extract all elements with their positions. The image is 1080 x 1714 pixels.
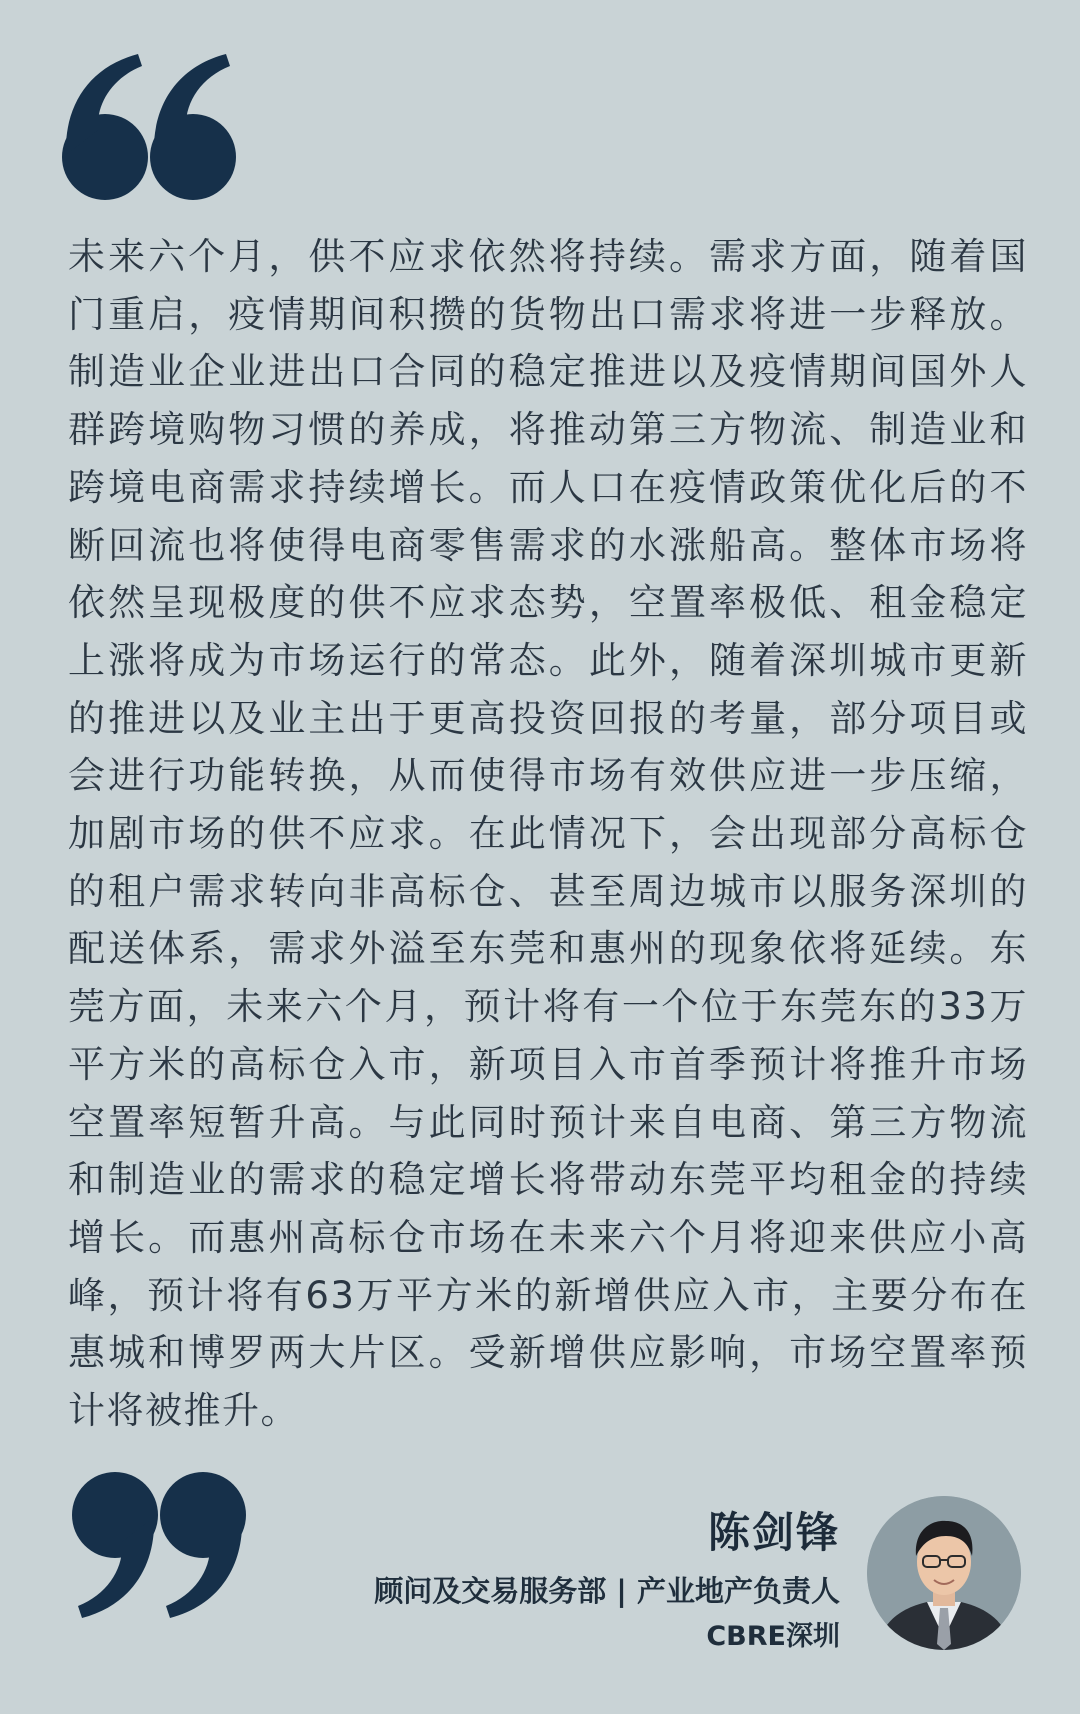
open-quote-icon	[60, 52, 250, 202]
author-name: 陈剑锋	[707, 1508, 840, 1557]
person-portrait-icon	[867, 1496, 1021, 1650]
author-org: CBRE深圳	[706, 1621, 840, 1652]
quote-text: 未来六个月，供不应求依然将持续。需求方面，随着国门重启，疫情期间积攒的货物出口需求将进一步释放。制造业企业进出口合同的稳定推进以及疫情期间国外人群跨境购物习惯的养成，将推动第三方物流、制造业和跨境电商需求持续增长。而人口在疫情政策优化后的不断回流也将使得电商零售需求的水涨船高。整体市场将依然呈现极度的供不应求态势，空置率极低、租金稳定上涨将成为市场运行的常态。此外，随着深圳城市更新的推进以及业主出于更高投资回报的考量，部分项目或会进行功能转换，从而使得市场有效供应进一步压缩，加剧市场的供不应求。在此情况下，会出现部分高标仓的租户需求转向非高标仓、甚至周边城市以服务深圳的配送体系，需求外溢至东莞和惠州的现象依将延续。东莞方面，未来六个月，预计将有一个位于东莞东的33万平方米的高标仓入市，新项目入市首季预计将推升市场空置率短暂升高。与此同时预计来自电商、第三方物流和制造业的需求的稳定增长将带动东莞平均租金的持续增长。而惠州高标仓市场在未来六个月将迎来供应小高峰，预计将有63万平方米的新增供应入市，主要分布在惠城和博罗两大片区。受新增供应影响，市场空置率预计将被推升。	[68, 235, 1028, 1433]
close-quote-icon	[58, 1470, 248, 1620]
avatar	[867, 1496, 1021, 1650]
author-block	[374, 1505, 840, 1655]
author-title: 顾问及交易服务部 | 产业地产负责人	[374, 1574, 840, 1608]
